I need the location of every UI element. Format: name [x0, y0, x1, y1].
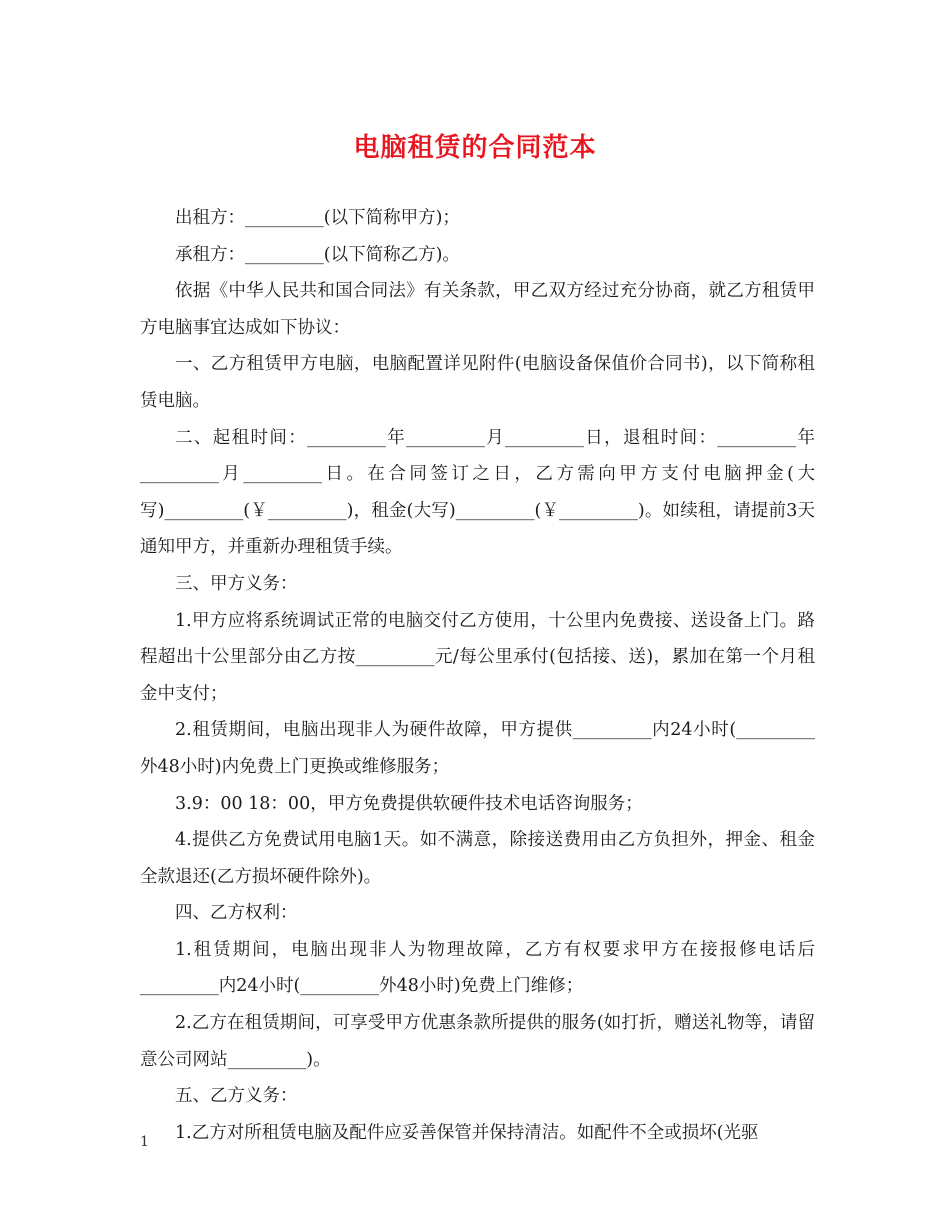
- section-heading-lessor-obligations: 三、甲方义务：: [175, 573, 298, 594]
- paragraph-lessor-obligation-3: 3.9：00 18：00，甲方免费提供软硬件技术电话咨询服务；: [175, 793, 643, 814]
- document-title: 电脑租赁的合同范本: [353, 133, 597, 163]
- paragraph-lessee-obligation-1: 1.乙方对所租赁电脑及配件应妥善保管并保持清洁。如配件不全或损坏(光驱: [175, 1122, 759, 1143]
- page-number: 1: [140, 1134, 149, 1150]
- paragraph-clause-2: 二、起租时间：_________年_________月_________日，退租时间：_________年_________月_________日。在合同签订之日，乙方需向甲方支付电脑押金(大写)_________(￥_________)，租金(大写)_________(￥_________)。如续租，请提前3天通知甲方，并重新办理租赁手续。: [140, 427, 815, 558]
- section-heading-lessee-rights: 四、乙方权利：: [175, 903, 298, 924]
- paragraph-lessor-obligation-4: 4.提供乙方免费试用电脑1天。如不满意，除接送费用由乙方负担外，押金、租金全款退还(乙方损坏硬件除外)。: [140, 830, 815, 887]
- paragraph-lessee: 承租方：_________(以下简称乙方)。: [175, 244, 460, 265]
- paragraph-lessor-obligation-2: 2.租赁期间，电脑出现非人为硬件故障，甲方提供_________内24小时(_________外48小时)内免费上门更换或维修服务；: [140, 720, 815, 777]
- paragraph-lessee-right-1: 1.租赁期间，电脑出现非人为物理故障，乙方有权要求甲方在接报修电话后_________内24小时(_________外48小时)免费上门维修；: [140, 939, 815, 997]
- paragraph-lessor-obligation-1: 1.甲方应将系统调试正常的电脑交付乙方使用，十公里内免费接、送设备上门。路程超出十公里部分由乙方按_________元/每公里承付(包括接、送)，累加在第一个月租金中支付；: [140, 610, 815, 704]
- paragraph-lessee-right-2: 2.乙方在租赁期间，可享受甲方优惠条款所提供的服务(如打折，赠送礼物等，请留意公司网站_________)。: [140, 1013, 815, 1070]
- paragraph-lessor: 出租方：_________(以下简称甲方)；: [175, 208, 460, 228]
- section-heading-lessee-obligations: 五、乙方义务：: [175, 1086, 298, 1107]
- document-body: [140, 200, 815, 1151]
- paragraph-preamble: 依据《中华人民共和国合同法》有关条款，甲乙双方经过充分协商，就乙方租赁甲方电脑事宜达成如下协议：: [140, 281, 815, 338]
- paragraph-clause-1: 一、乙方租赁甲方电脑，电脑配置详见附件(电脑设备保值价合同书)，以下简称租赁电脑。: [140, 354, 815, 411]
